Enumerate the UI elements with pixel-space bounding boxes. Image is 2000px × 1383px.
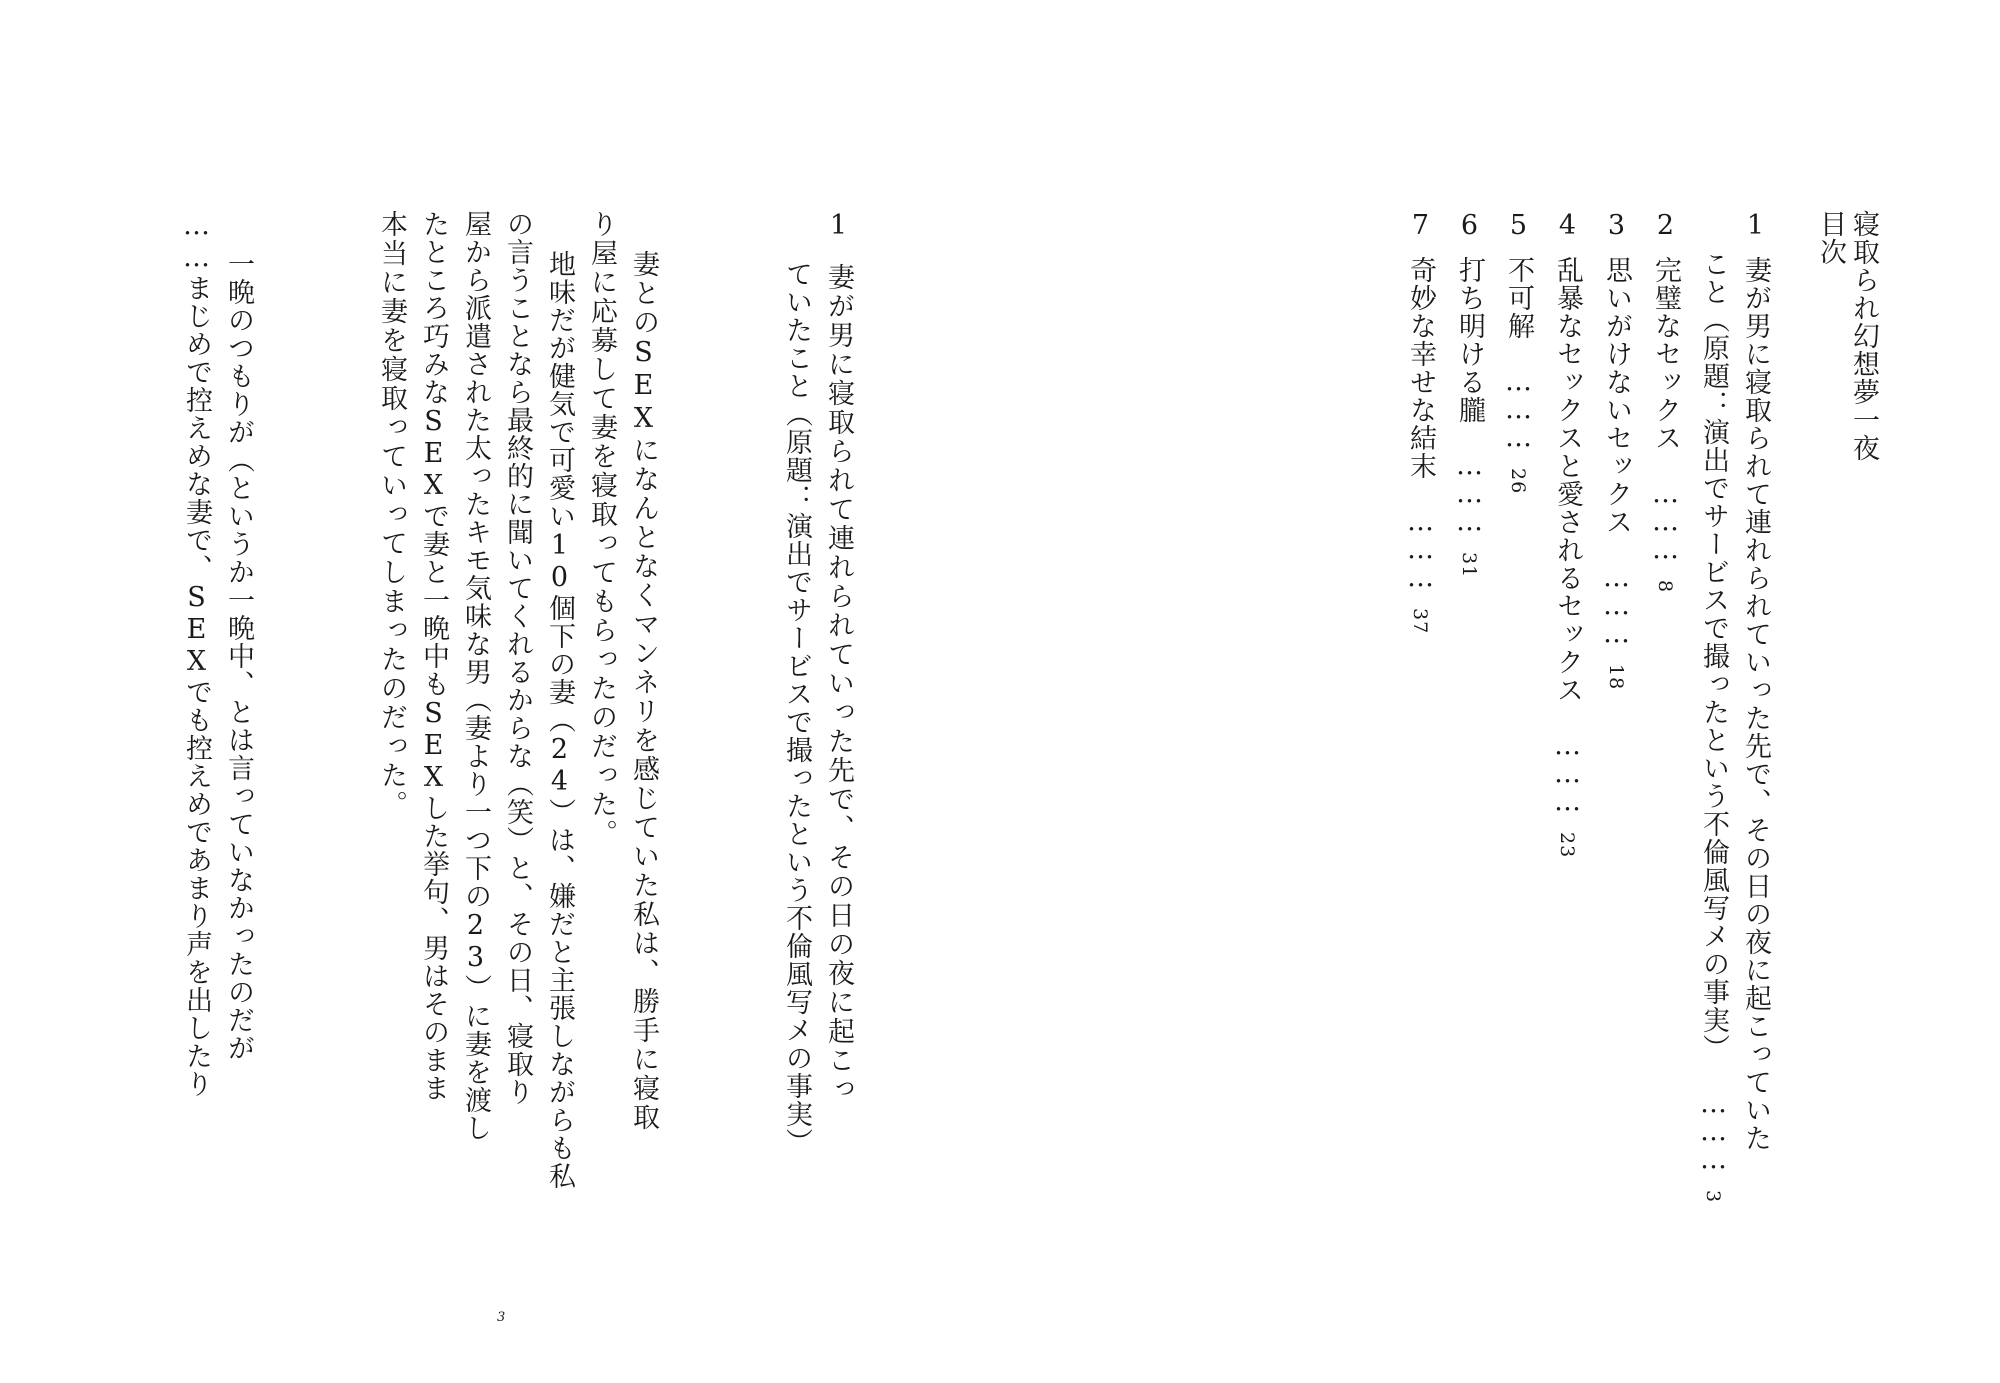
toc-entry-title: 不可解 — [1503, 256, 1534, 340]
toc-entry-num: 1 — [1740, 210, 1771, 242]
body-line: 一晩のつもりが（というか一晩中、とは言っていなかったのだが — [223, 250, 254, 1062]
body-line: 妻とのSEXになんとなくマンネリを感じていた私は、勝手に寝取 — [628, 250, 659, 1132]
toc-entry-2[interactable] — [1645, 210, 1685, 593]
leader-dots: ……… — [1454, 450, 1485, 534]
toc-entry-num: 7 — [1405, 210, 1436, 242]
toc-heading: 目次 — [1815, 210, 1846, 266]
toc-entry-title-cont: こと（原題：演出でサービスで撮ったという不倫風写メの事実） — [1698, 250, 1729, 1062]
body-line: ……まじめで控えめな妻で、SEXでも控えめであまり声を出したり — [181, 210, 212, 1098]
toc-entry-3[interactable] — [1596, 210, 1636, 690]
body-line: 屋から派遣された太ったキモ気味な男（妻より一つ下の23）に妻を渡し — [460, 210, 491, 1142]
toc-page-number: 31 — [1458, 552, 1480, 579]
chapter-title-line-2: ていたこと（原題：演出でサービスで撮ったという不倫風写メの事実） — [781, 260, 812, 1156]
body-line: たところ巧みなSEXで妻と一晩中もSEXした挙句、男はそのまま — [418, 210, 449, 1102]
toc-entry-num: 3 — [1601, 210, 1632, 242]
toc-entry-6[interactable] — [1449, 210, 1489, 578]
body-line: の言うことなら最終的に聞いてくれるからな（笑）と、その日、寝取り — [502, 210, 533, 1106]
toc-entry-title: 妻が男に寝取られて連れられていった先で、その日の夜に起こっていた — [1740, 256, 1771, 1152]
page-number: 3 — [497, 1310, 506, 1325]
toc-page-number: 18 — [1605, 664, 1627, 691]
toc-page-number: 26 — [1507, 468, 1529, 495]
book-title: 寝取られ幻想夢一夜 — [1848, 210, 1879, 462]
body-line: 本当に妻を寝取っていってしまったのだった。 — [376, 210, 407, 819]
body-line: り屋に応募して妻を寝取ってもらったのだった。 — [586, 210, 617, 848]
toc-entry-num: 4 — [1552, 210, 1583, 242]
toc-entry-5[interactable] — [1498, 210, 1538, 494]
toc-entry-1-cont[interactable] — [1693, 250, 1733, 1203]
toc-page — [1000, 0, 2000, 1383]
chapter-heading — [825, 210, 852, 1104]
toc-entry-num: 2 — [1650, 210, 1681, 242]
body-line: 地味だが健気で可愛い10個下の妻（24）は、嫌だと主張しながらも私 — [544, 250, 575, 1190]
toc-page-number: 23 — [1556, 832, 1578, 859]
toc-entry-1[interactable] — [1735, 210, 1775, 1152]
leader-dots: ……… — [1552, 730, 1583, 814]
leader-dots: ……… — [1650, 478, 1681, 562]
toc-page-number: 8 — [1654, 580, 1676, 594]
toc-entry-title: 打ち明ける朧 — [1454, 256, 1485, 424]
chapter-title-line-1: 妻が男に寝取られて連れられていった先で、その日の夜に起こっ — [823, 263, 854, 1104]
toc-entry-title: 思いがけないセックス — [1601, 256, 1632, 536]
leader-dots: ……… — [1503, 366, 1534, 450]
toc-entry-title: 奇妙な幸せな結末 — [1405, 256, 1436, 480]
toc-entry-num: 6 — [1454, 210, 1485, 242]
chapter-number: 1 — [823, 210, 854, 243]
toc-entry-7[interactable] — [1400, 210, 1440, 634]
leader-dots: ……… — [1601, 562, 1632, 646]
toc-page-number: 37 — [1409, 608, 1431, 635]
leader-dots: ……… — [1405, 506, 1436, 590]
leader-dots: ……… — [1698, 1088, 1729, 1172]
toc-entry-title: 完璧なセックス — [1650, 256, 1681, 452]
toc-page-number: 3 — [1702, 1190, 1724, 1204]
toc-entry-num: 5 — [1503, 210, 1534, 242]
toc-entry-title: 乱暴なセックスと愛されるセックス — [1552, 256, 1583, 704]
toc-entry-4[interactable] — [1547, 210, 1587, 858]
